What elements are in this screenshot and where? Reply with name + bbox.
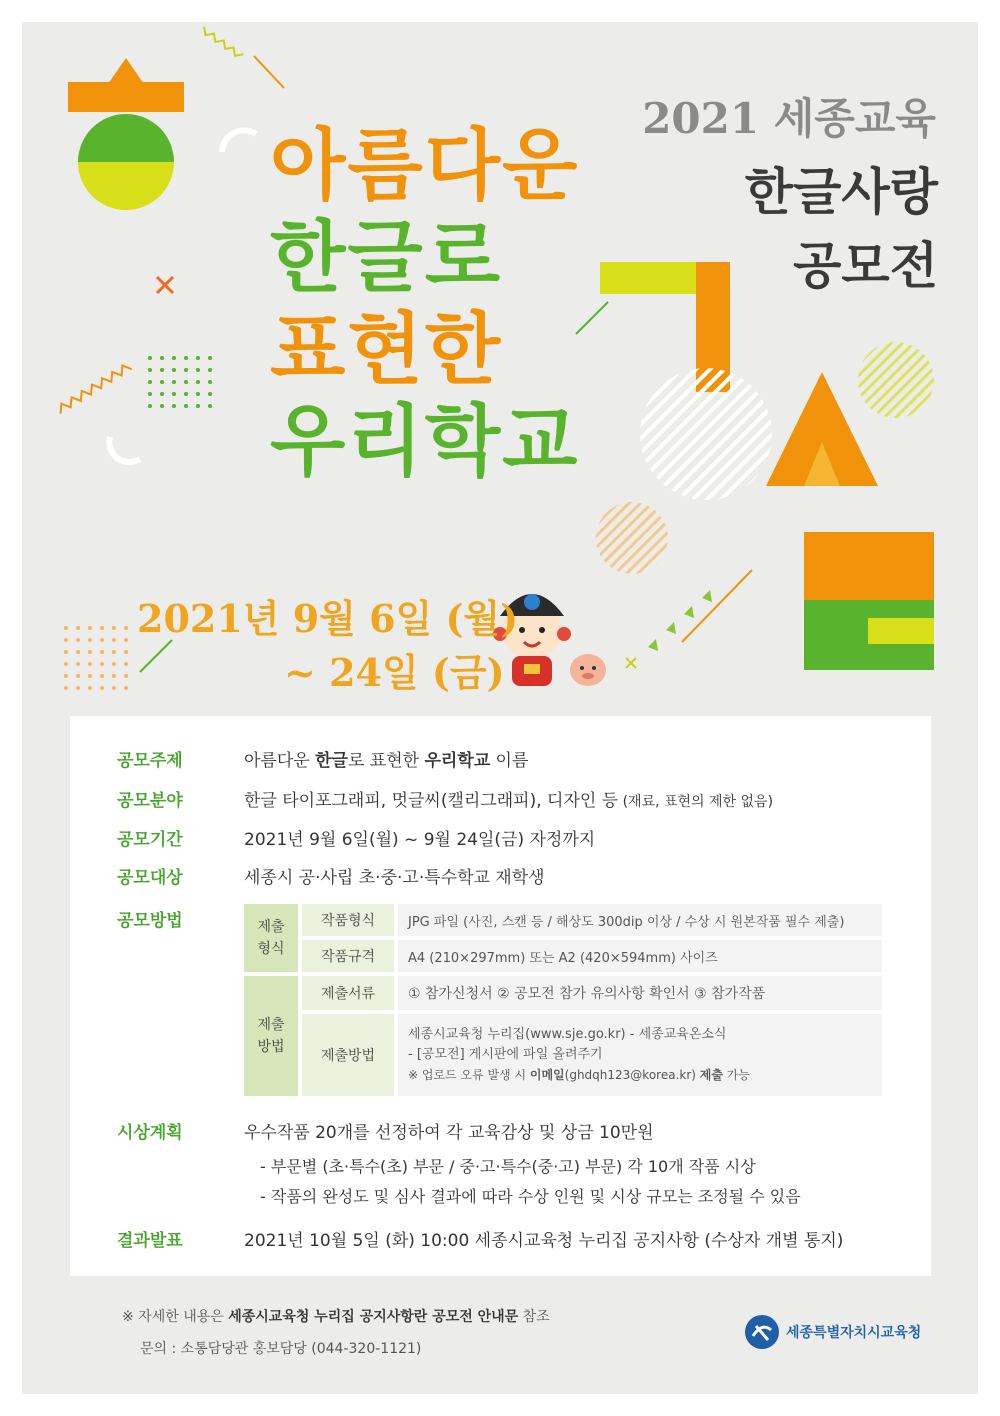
org-logo bbox=[744, 1314, 921, 1350]
headline-line-2: 한글로 bbox=[270, 213, 503, 303]
headline-line-1: 아름다운 bbox=[270, 121, 580, 211]
headline-line-3: 표현한 bbox=[270, 305, 503, 395]
table-key-documents: 제출서류 bbox=[302, 976, 394, 1010]
table-value-documents: ① 참가신청서 ② 공모전 참가 유의사항 확인서 ③ 참가작품 bbox=[398, 976, 882, 1010]
table-value-size: A4 (210×297mm) 또는 A2 (420×594mm) 사이즈 bbox=[398, 940, 882, 972]
duration-label: 공모기간 bbox=[117, 830, 183, 850]
event-name: 한글사랑 bbox=[744, 163, 938, 221]
theme-label: 공모주제 bbox=[117, 751, 183, 771]
table-key-format: 작품형식 bbox=[302, 904, 394, 936]
submission-line-2: - [공모전] 게시판에 파일 올려주기 bbox=[408, 1047, 603, 1062]
org-name: 세종특별자치시교육청 bbox=[786, 1325, 922, 1341]
target-label: 공모대상 bbox=[117, 868, 183, 888]
org-emblem-icon bbox=[744, 1314, 780, 1350]
award-sub-1: - 부문별 (초·특수(초) 부문 / 중·고·특수(중·고) 부문) 각 10개 작품 시상 bbox=[260, 1157, 756, 1176]
event-type: 공모전 bbox=[793, 237, 938, 295]
table-value-submission bbox=[398, 1014, 882, 1096]
period-start: 2021년 9월 6일 (월) bbox=[137, 596, 519, 641]
table-group-method: 제출 방법 bbox=[244, 976, 298, 1096]
target-value: 세종시 공·사립 초·중·고·특수학교 재학생 bbox=[244, 868, 545, 888]
result-label: 결과발표 bbox=[117, 1231, 183, 1251]
headline bbox=[270, 120, 579, 488]
event-year: 2021 세종교육 bbox=[642, 94, 936, 143]
award-value: 우수작품 20개를 선정하여 각 교육감상 및 상금 10만원 bbox=[244, 1123, 654, 1143]
footer-contact: 문의 : 소통담당관 홍보담당 (044-320-1121) bbox=[140, 1341, 422, 1357]
award-sub-2: - 작품의 완성도 및 심사 결과에 따라 수상 인원 및 시상 규모는 조정될 수 있음 bbox=[260, 1187, 801, 1206]
table-key-size: 작품규격 bbox=[302, 940, 394, 972]
submission-note: ※ 업로드 오류 발생 시 이메일(ghdqh123@korea.kr) 제출 가능 bbox=[408, 1068, 750, 1082]
submission-line-1: 세종시교육청 누리집(www.sje.go.kr) - 세종교육온소식 bbox=[408, 1027, 727, 1042]
poster bbox=[22, 22, 978, 1394]
award-label: 시상계획 bbox=[117, 1123, 183, 1143]
result-value: 2021년 10월 5일 (화) 10:00 세종시교육청 누리집 공지사항 (수상자 개별 통지) bbox=[244, 1231, 844, 1251]
period-end: ~ 24일 (금) bbox=[284, 650, 505, 695]
field-label: 공모분야 bbox=[117, 791, 183, 811]
method-label: 공모방법 bbox=[117, 911, 183, 931]
theme-value: 아름다운 한글로 표현한 우리학교 이름 bbox=[244, 751, 529, 771]
info-card bbox=[70, 716, 931, 1276]
table-value-format: JPG 파일 (사진, 스캔 등 / 해상도 300dip 이상 / 수상 시 원본작품 필수 제출) bbox=[398, 904, 882, 936]
duration-value: 2021년 9월 6일(월) ~ 9월 24일(금) 자정까지 bbox=[244, 830, 596, 850]
footer-note: ※ 자세한 내용은 세종시교육청 누리집 공지사항란 공모전 안내문 참조 bbox=[122, 1309, 550, 1325]
field-value: 한글 타이포그래피, 멋글씨(캘리그래피), 디자인 등 (재료, 표현의 제한 없음) bbox=[244, 791, 774, 811]
headline-line-4: 우리학교 bbox=[270, 397, 580, 487]
table-key-submission: 제출방법 bbox=[302, 1014, 394, 1096]
table-group-format: 제출 형식 bbox=[244, 904, 298, 972]
